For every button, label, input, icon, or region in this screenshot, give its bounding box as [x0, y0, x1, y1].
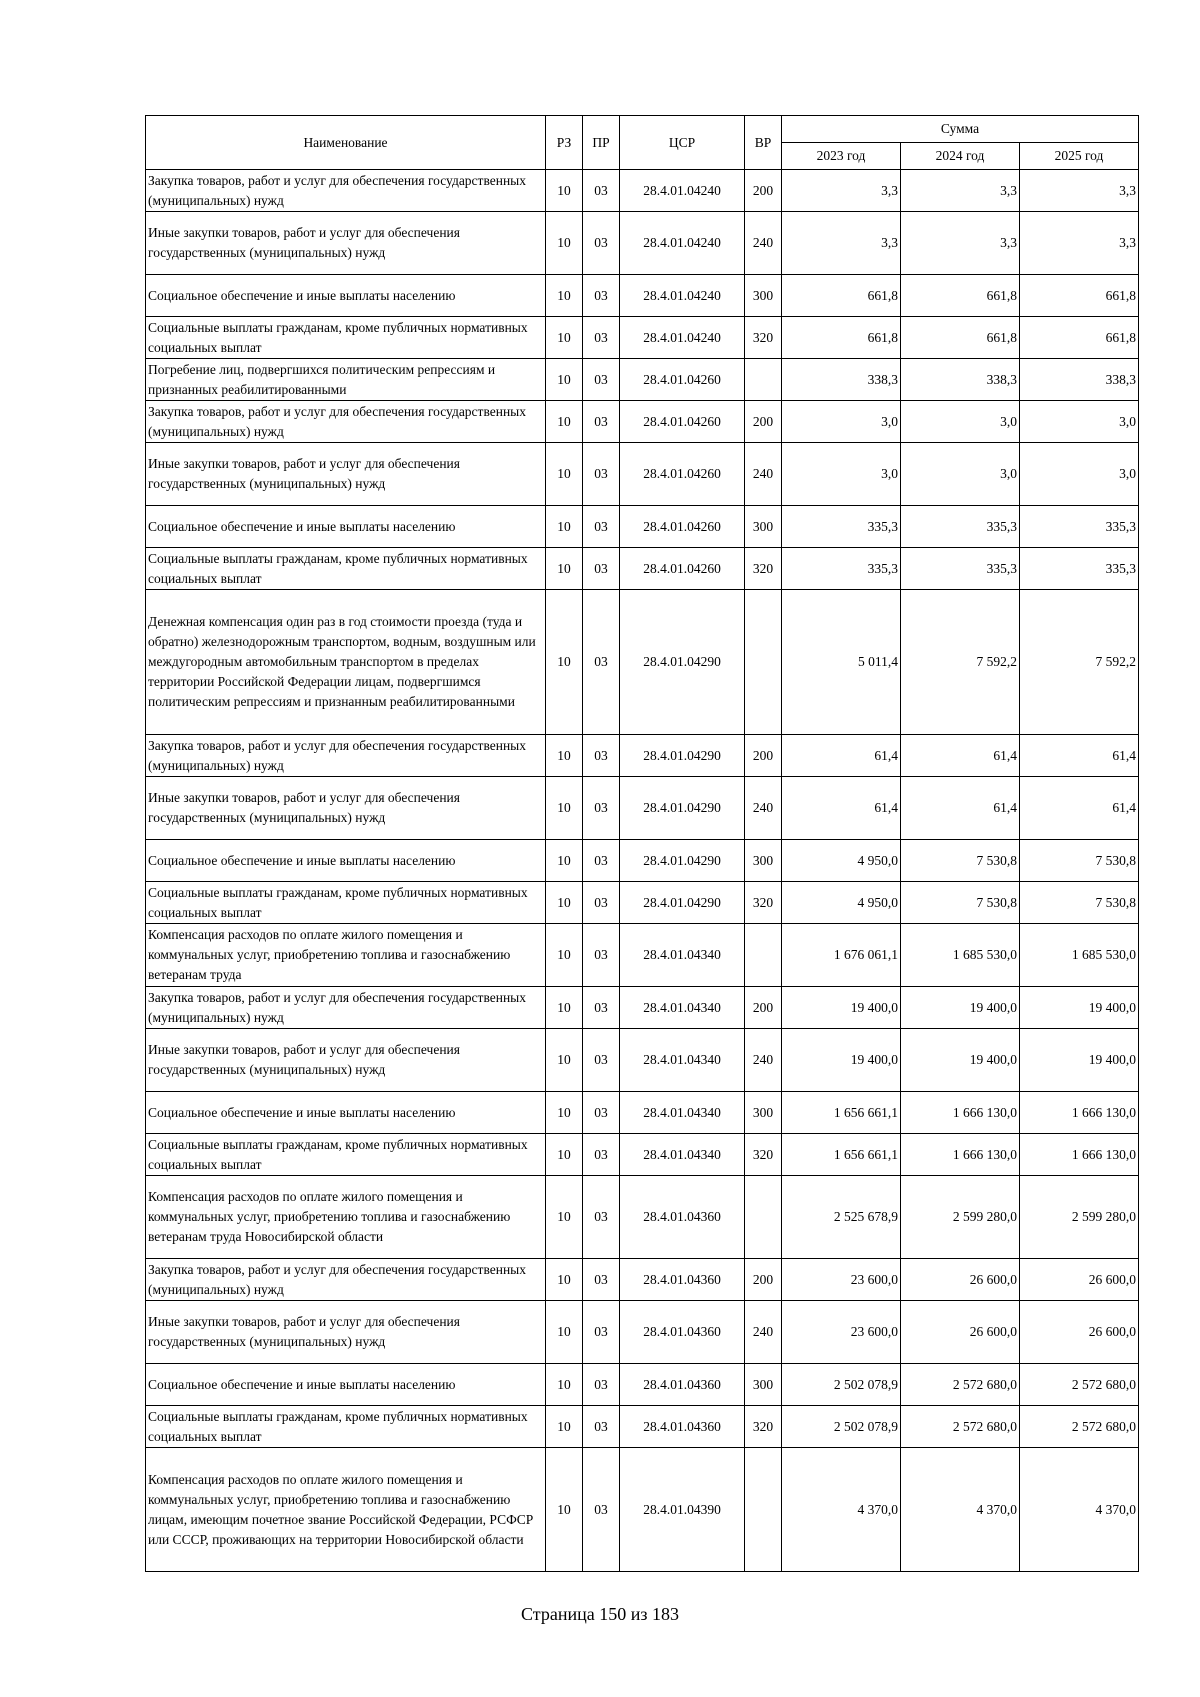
- header-vr: ВР: [745, 116, 782, 170]
- cell-pr: 03: [583, 401, 620, 443]
- cell-sum-2023: 4 950,0: [782, 882, 901, 924]
- cell-sum-2024: 1 666 130,0: [901, 1092, 1020, 1134]
- table-row: [146, 1176, 1139, 1259]
- cell-vr: 240: [745, 1301, 782, 1364]
- table-row: [146, 506, 1139, 548]
- cell-sum-2023: 19 400,0: [782, 987, 901, 1029]
- cell-name: Социальное обеспечение и иные выплаты населению: [146, 840, 546, 882]
- cell-rz: 10: [546, 1448, 583, 1572]
- cell-name: Денежная компенсация один раз в год стоимости проезда (туда и обратно) железнодорожным транспортом, водным, воздушным или междугородным автомобильным транспортом в пределах территории Российской Федерации лицам, подвергшимся политическим репрессиям и признанным реабилитированными: [146, 590, 546, 735]
- cell-csr: 28.4.01.04290: [620, 840, 745, 882]
- table-header: [146, 116, 1139, 170]
- cell-csr: 28.4.01.04360: [620, 1364, 745, 1406]
- cell-sum-2024: 1 685 530,0: [901, 924, 1020, 987]
- cell-sum-2023: 3,3: [782, 212, 901, 275]
- cell-name: Компенсация расходов по оплате жилого помещения и коммунальных услуг, приобретению топлива и газоснабжению ветеранам труда Новосибирской области: [146, 1176, 546, 1259]
- cell-vr: [745, 924, 782, 987]
- cell-sum-2025: 61,4: [1020, 777, 1139, 840]
- table-row: [146, 987, 1139, 1029]
- cell-sum-2025: 661,8: [1020, 275, 1139, 317]
- cell-pr: 03: [583, 777, 620, 840]
- cell-csr: 28.4.01.04240: [620, 275, 745, 317]
- table-row: [146, 275, 1139, 317]
- cell-csr: 28.4.01.04240: [620, 212, 745, 275]
- cell-sum-2023: 5 011,4: [782, 590, 901, 735]
- table-row: [146, 735, 1139, 777]
- budget-table: [145, 115, 1139, 1572]
- cell-sum-2023: 2 525 678,9: [782, 1176, 901, 1259]
- cell-name: Социальное обеспечение и иные выплаты населению: [146, 275, 546, 317]
- cell-csr: 28.4.01.04340: [620, 1029, 745, 1092]
- table-row: [146, 359, 1139, 401]
- cell-sum-2024: 3,3: [901, 170, 1020, 212]
- table-row: [146, 1134, 1139, 1176]
- cell-name: Закупка товаров, работ и услуг для обеспечения государственных (муниципальных) нужд: [146, 170, 546, 212]
- cell-pr: 03: [583, 359, 620, 401]
- cell-pr: 03: [583, 548, 620, 590]
- header-pr: ПР: [583, 116, 620, 170]
- cell-name: Закупка товаров, работ и услуг для обеспечения государственных (муниципальных) нужд: [146, 735, 546, 777]
- table-row: [146, 1301, 1139, 1364]
- cell-sum-2025: 7 530,8: [1020, 882, 1139, 924]
- cell-pr: 03: [583, 1134, 620, 1176]
- cell-sum-2023: 335,3: [782, 506, 901, 548]
- table-row: [146, 170, 1139, 212]
- table-row: [146, 590, 1139, 735]
- cell-name: Погребение лиц, подвергшихся политическим репрессиям и признанных реабилитированными: [146, 359, 546, 401]
- cell-sum-2024: 2 599 280,0: [901, 1176, 1020, 1259]
- cell-csr: 28.4.01.04340: [620, 924, 745, 987]
- cell-sum-2024: 26 600,0: [901, 1301, 1020, 1364]
- cell-vr: 300: [745, 275, 782, 317]
- cell-pr: 03: [583, 1364, 620, 1406]
- table-row: [146, 443, 1139, 506]
- cell-name: Иные закупки товаров, работ и услуг для обеспечения государственных (муниципальных) нужд: [146, 443, 546, 506]
- cell-pr: 03: [583, 590, 620, 735]
- cell-csr: 28.4.01.04260: [620, 548, 745, 590]
- table-row: [146, 401, 1139, 443]
- cell-name: Иные закупки товаров, работ и услуг для обеспечения государственных (муниципальных) нужд: [146, 212, 546, 275]
- cell-sum-2024: 7 592,2: [901, 590, 1020, 735]
- cell-name: Социальное обеспечение и иные выплаты населению: [146, 506, 546, 548]
- cell-vr: 320: [745, 317, 782, 359]
- cell-sum-2024: 7 530,8: [901, 840, 1020, 882]
- table-row: [146, 777, 1139, 840]
- cell-rz: 10: [546, 506, 583, 548]
- cell-rz: 10: [546, 359, 583, 401]
- cell-sum-2024: 661,8: [901, 275, 1020, 317]
- cell-pr: 03: [583, 1029, 620, 1092]
- cell-sum-2025: 335,3: [1020, 506, 1139, 548]
- cell-rz: 10: [546, 840, 583, 882]
- cell-sum-2024: 1 666 130,0: [901, 1134, 1020, 1176]
- cell-vr: 320: [745, 882, 782, 924]
- cell-sum-2023: 1 656 661,1: [782, 1092, 901, 1134]
- cell-sum-2024: 26 600,0: [901, 1259, 1020, 1301]
- cell-pr: 03: [583, 170, 620, 212]
- cell-vr: [745, 590, 782, 735]
- cell-sum-2023: 335,3: [782, 548, 901, 590]
- table-row: [146, 1448, 1139, 1572]
- table-row: [146, 548, 1139, 590]
- cell-pr: 03: [583, 987, 620, 1029]
- cell-sum-2024: 661,8: [901, 317, 1020, 359]
- cell-rz: 10: [546, 924, 583, 987]
- cell-vr: 200: [745, 735, 782, 777]
- cell-rz: 10: [546, 882, 583, 924]
- table-body: [146, 170, 1139, 1572]
- cell-vr: 200: [745, 1259, 782, 1301]
- cell-sum-2023: 661,8: [782, 317, 901, 359]
- cell-sum-2025: 1 685 530,0: [1020, 924, 1139, 987]
- cell-sum-2024: 335,3: [901, 506, 1020, 548]
- cell-vr: [745, 1448, 782, 1572]
- cell-pr: 03: [583, 212, 620, 275]
- header-sum: Сумма: [782, 116, 1139, 143]
- header-year-2025: 2025 год: [1020, 143, 1139, 170]
- cell-rz: 10: [546, 1259, 583, 1301]
- cell-sum-2023: 19 400,0: [782, 1029, 901, 1092]
- cell-vr: 300: [745, 1092, 782, 1134]
- cell-csr: 28.4.01.04260: [620, 443, 745, 506]
- cell-sum-2023: 1 676 061,1: [782, 924, 901, 987]
- cell-csr: 28.4.01.04340: [620, 1092, 745, 1134]
- cell-rz: 10: [546, 1092, 583, 1134]
- cell-vr: 320: [745, 548, 782, 590]
- cell-vr: 200: [745, 170, 782, 212]
- cell-sum-2024: 2 572 680,0: [901, 1364, 1020, 1406]
- cell-rz: 10: [546, 1029, 583, 1092]
- cell-sum-2023: 4 370,0: [782, 1448, 901, 1572]
- cell-csr: 28.4.01.04340: [620, 1134, 745, 1176]
- cell-name: Социальные выплаты гражданам, кроме публичных нормативных социальных выплат: [146, 317, 546, 359]
- cell-sum-2025: 61,4: [1020, 735, 1139, 777]
- cell-sum-2024: 19 400,0: [901, 987, 1020, 1029]
- cell-name: Компенсация расходов по оплате жилого помещения и коммунальных услуг, приобретению топлива и газоснабжению лицам, имеющим почетное звание Российской Федерации, РСФСР или СССР, проживающих на территории Новосибирской области: [146, 1448, 546, 1572]
- cell-csr: 28.4.01.04290: [620, 882, 745, 924]
- cell-vr: 320: [745, 1134, 782, 1176]
- cell-rz: 10: [546, 548, 583, 590]
- cell-pr: 03: [583, 924, 620, 987]
- cell-pr: 03: [583, 840, 620, 882]
- cell-sum-2023: 3,0: [782, 401, 901, 443]
- cell-vr: [745, 1176, 782, 1259]
- cell-sum-2024: 7 530,8: [901, 882, 1020, 924]
- cell-name: Закупка товаров, работ и услуг для обеспечения государственных (муниципальных) нужд: [146, 1259, 546, 1301]
- header-year-2023: 2023 год: [782, 143, 901, 170]
- cell-sum-2024: 61,4: [901, 735, 1020, 777]
- cell-sum-2024: 2 572 680,0: [901, 1406, 1020, 1448]
- cell-vr: 300: [745, 840, 782, 882]
- cell-vr: 200: [745, 401, 782, 443]
- table-row: [146, 1364, 1139, 1406]
- cell-rz: 10: [546, 590, 583, 735]
- cell-sum-2025: 3,0: [1020, 443, 1139, 506]
- cell-sum-2023: 61,4: [782, 735, 901, 777]
- cell-name: Иные закупки товаров, работ и услуг для обеспечения государственных (муниципальных) нужд: [146, 1301, 546, 1364]
- cell-sum-2023: 3,0: [782, 443, 901, 506]
- cell-rz: 10: [546, 735, 583, 777]
- header-csr: ЦСР: [620, 116, 745, 170]
- cell-sum-2024: 3,0: [901, 401, 1020, 443]
- cell-rz: 10: [546, 275, 583, 317]
- cell-vr: 200: [745, 987, 782, 1029]
- cell-sum-2025: 2 572 680,0: [1020, 1406, 1139, 1448]
- cell-rz: 10: [546, 170, 583, 212]
- cell-name: Социальные выплаты гражданам, кроме публичных нормативных социальных выплат: [146, 548, 546, 590]
- cell-sum-2025: 661,8: [1020, 317, 1139, 359]
- cell-sum-2025: 7 592,2: [1020, 590, 1139, 735]
- cell-sum-2025: 3,3: [1020, 170, 1139, 212]
- cell-vr: 240: [745, 1029, 782, 1092]
- table-row: [146, 317, 1139, 359]
- cell-sum-2023: 1 656 661,1: [782, 1134, 901, 1176]
- cell-sum-2023: 3,3: [782, 170, 901, 212]
- cell-rz: 10: [546, 212, 583, 275]
- table-row: [146, 1259, 1139, 1301]
- cell-sum-2025: 3,0: [1020, 401, 1139, 443]
- cell-sum-2023: 2 502 078,9: [782, 1364, 901, 1406]
- cell-csr: 28.4.01.04360: [620, 1259, 745, 1301]
- cell-sum-2025: 1 666 130,0: [1020, 1092, 1139, 1134]
- cell-sum-2023: 4 950,0: [782, 840, 901, 882]
- cell-pr: 03: [583, 1406, 620, 1448]
- cell-name: Социальные выплаты гражданам, кроме публичных нормативных социальных выплат: [146, 1406, 546, 1448]
- cell-sum-2025: 1 666 130,0: [1020, 1134, 1139, 1176]
- cell-sum-2025: 2 599 280,0: [1020, 1176, 1139, 1259]
- cell-csr: 28.4.01.04360: [620, 1406, 745, 1448]
- cell-sum-2023: 23 600,0: [782, 1301, 901, 1364]
- cell-pr: 03: [583, 506, 620, 548]
- cell-pr: 03: [583, 882, 620, 924]
- cell-sum-2023: 661,8: [782, 275, 901, 317]
- cell-csr: 28.4.01.04240: [620, 170, 745, 212]
- cell-rz: 10: [546, 1301, 583, 1364]
- cell-name: Социальное обеспечение и иные выплаты населению: [146, 1364, 546, 1406]
- header-year-2024: 2024 год: [901, 143, 1020, 170]
- cell-rz: 10: [546, 1364, 583, 1406]
- cell-sum-2025: 338,3: [1020, 359, 1139, 401]
- cell-sum-2024: 61,4: [901, 777, 1020, 840]
- cell-sum-2025: 4 370,0: [1020, 1448, 1139, 1572]
- cell-vr: [745, 359, 782, 401]
- cell-csr: 28.4.01.04290: [620, 590, 745, 735]
- cell-csr: 28.4.01.04360: [620, 1176, 745, 1259]
- cell-vr: 240: [745, 443, 782, 506]
- table-row: [146, 840, 1139, 882]
- cell-vr: 320: [745, 1406, 782, 1448]
- cell-pr: 03: [583, 1301, 620, 1364]
- cell-name: Социальные выплаты гражданам, кроме публичных нормативных социальных выплат: [146, 882, 546, 924]
- cell-csr: 28.4.01.04390: [620, 1448, 745, 1572]
- cell-pr: 03: [583, 1092, 620, 1134]
- cell-pr: 03: [583, 443, 620, 506]
- table-row: [146, 1406, 1139, 1448]
- cell-sum-2025: 335,3: [1020, 548, 1139, 590]
- cell-sum-2023: 61,4: [782, 777, 901, 840]
- cell-csr: 28.4.01.04260: [620, 506, 745, 548]
- cell-sum-2023: 2 502 078,9: [782, 1406, 901, 1448]
- header-rz: РЗ: [546, 116, 583, 170]
- cell-sum-2024: 3,3: [901, 212, 1020, 275]
- cell-sum-2024: 4 370,0: [901, 1448, 1020, 1572]
- cell-sum-2025: 3,3: [1020, 212, 1139, 275]
- cell-sum-2024: 3,0: [901, 443, 1020, 506]
- cell-name: Иные закупки товаров, работ и услуг для обеспечения государственных (муниципальных) нужд: [146, 777, 546, 840]
- cell-rz: 10: [546, 443, 583, 506]
- cell-rz: 10: [546, 1176, 583, 1259]
- cell-name: Компенсация расходов по оплате жилого помещения и коммунальных услуг, приобретению топлива и газоснабжению ветеранам труда: [146, 924, 546, 987]
- cell-rz: 10: [546, 1406, 583, 1448]
- table-row: [146, 1029, 1139, 1092]
- cell-name: Закупка товаров, работ и услуг для обеспечения государственных (муниципальных) нужд: [146, 987, 546, 1029]
- cell-vr: 300: [745, 1364, 782, 1406]
- page-number: Страница 150 из 183: [521, 1604, 679, 1624]
- cell-sum-2025: 19 400,0: [1020, 1029, 1139, 1092]
- cell-sum-2025: 7 530,8: [1020, 840, 1139, 882]
- cell-pr: 03: [583, 735, 620, 777]
- cell-name: Закупка товаров, работ и услуг для обеспечения государственных (муниципальных) нужд: [146, 401, 546, 443]
- cell-vr: 300: [745, 506, 782, 548]
- cell-pr: 03: [583, 275, 620, 317]
- cell-name: Социальные выплаты гражданам, кроме публичных нормативных социальных выплат: [146, 1134, 546, 1176]
- table-row: [146, 924, 1139, 987]
- cell-pr: 03: [583, 317, 620, 359]
- cell-rz: 10: [546, 987, 583, 1029]
- cell-sum-2025: 19 400,0: [1020, 987, 1139, 1029]
- table-row: [146, 882, 1139, 924]
- table-row: [146, 1092, 1139, 1134]
- cell-sum-2023: 23 600,0: [782, 1259, 901, 1301]
- cell-sum-2024: 338,3: [901, 359, 1020, 401]
- cell-sum-2023: 338,3: [782, 359, 901, 401]
- cell-vr: 240: [745, 212, 782, 275]
- cell-sum-2025: 26 600,0: [1020, 1301, 1139, 1364]
- cell-sum-2024: 19 400,0: [901, 1029, 1020, 1092]
- cell-name: Социальное обеспечение и иные выплаты населению: [146, 1092, 546, 1134]
- cell-pr: 03: [583, 1448, 620, 1572]
- cell-csr: 28.4.01.04260: [620, 359, 745, 401]
- cell-csr: 28.4.01.04340: [620, 987, 745, 1029]
- cell-csr: 28.4.01.04240: [620, 317, 745, 359]
- cell-rz: 10: [546, 317, 583, 359]
- cell-pr: 03: [583, 1259, 620, 1301]
- cell-csr: 28.4.01.04290: [620, 777, 745, 840]
- header-name: Наименование: [146, 116, 546, 170]
- cell-pr: 03: [583, 1176, 620, 1259]
- cell-csr: 28.4.01.04360: [620, 1301, 745, 1364]
- cell-rz: 10: [546, 401, 583, 443]
- cell-sum-2025: 26 600,0: [1020, 1259, 1139, 1301]
- cell-name: Иные закупки товаров, работ и услуг для обеспечения государственных (муниципальных) нужд: [146, 1029, 546, 1092]
- cell-csr: 28.4.01.04260: [620, 401, 745, 443]
- cell-csr: 28.4.01.04290: [620, 735, 745, 777]
- cell-sum-2025: 2 572 680,0: [1020, 1364, 1139, 1406]
- cell-vr: 240: [745, 777, 782, 840]
- cell-rz: 10: [546, 1134, 583, 1176]
- cell-rz: 10: [546, 777, 583, 840]
- table-row: [146, 212, 1139, 275]
- cell-sum-2024: 335,3: [901, 548, 1020, 590]
